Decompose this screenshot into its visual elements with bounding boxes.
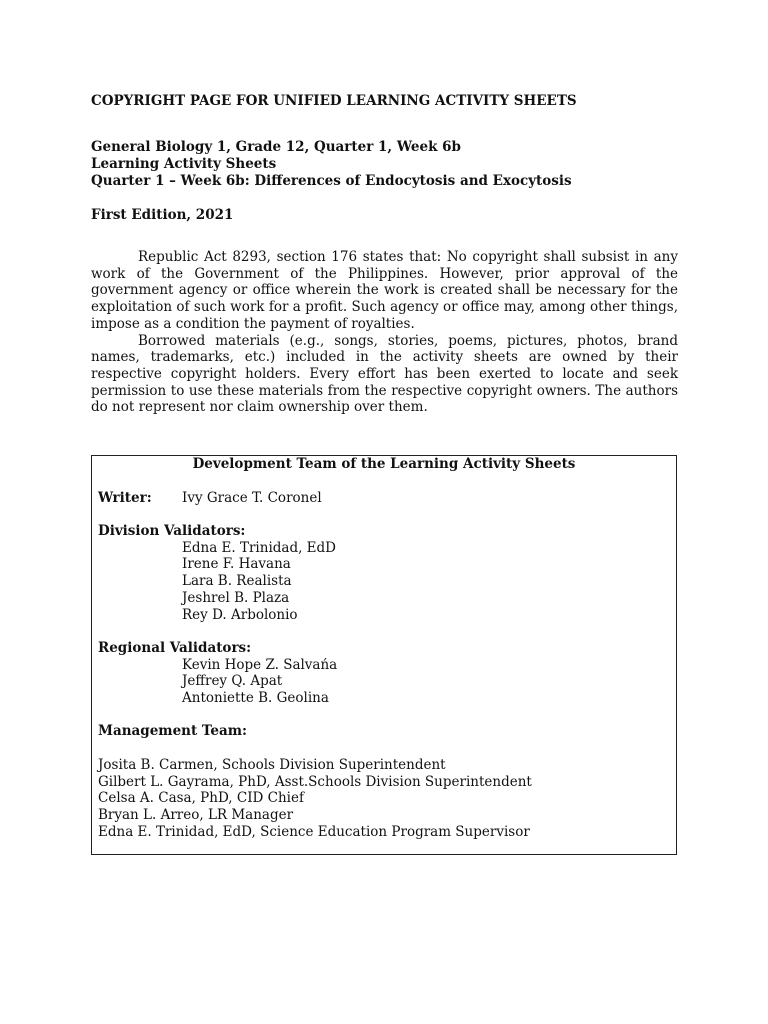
copyright-page (91, 93, 678, 416)
page-title: COPYRIGHT PAGE FOR UNIFIED LEARNING ACTIVITY SHEETS (91, 93, 577, 109)
publication-info (91, 139, 678, 190)
regional-validator-name: Jeffrey Q. Apat (182, 673, 283, 690)
division-validator-name: Rey D. Arbolonio (182, 606, 298, 623)
subject-line: General Biology 1, Grade 12, Quarter 1, Week 6b (91, 139, 461, 155)
division-validator-name: Edna E. Trinidad, EdD (182, 539, 336, 556)
lesson-title-line: Quarter 1 – Week 6b: Differences of Endocytosis and Exocytosis (91, 173, 572, 189)
team-title: Development Team of the Learning Activity Sheets (192, 456, 576, 472)
management-member: Bryan L. Arreo, LR Manager (98, 806, 294, 823)
division-validator-name: Lara B. Realista (182, 573, 292, 590)
division-validator-name: Irene F. Havana (182, 556, 291, 573)
writer-name: Ivy Grace T. Coronel (182, 489, 322, 506)
republic-act-paragraph: Republic Act 8293, section 176 states that: No copyright shall subsist in any work of the Government of the Philippines. However, prior approval of the government agency or office wherein the work is created shall be necessary for the exploitation of such work for a profit. Such agency or office may, among other things, impose as a condition the payment of royalties. (91, 249, 678, 332)
division-validators-label: Division Validators: (98, 523, 246, 540)
division-validator-name: Jeshrel B. Plaza (182, 589, 290, 606)
management-member: Josita B. Carmen, Schools Division Superintendent (98, 756, 446, 773)
management-member: Gilbert L. Gayrama, PhD, Asst.Schools Division Superintendent (98, 773, 532, 790)
regional-validator-name: Antoniette B. Geolina (182, 690, 329, 707)
writer-row (98, 490, 670, 507)
borrowed-materials-paragraph: Borrowed materials (e.g., songs, stories, poems, pictures, photos, brand names, trademarks, etc.) included in the activity sheets are owned by their respective copyright holders. Every effort has been exerted to locate and seek permission to use these materials from the respective copyright owners. The authors do not represent nor claim ownership over them. (91, 332, 678, 416)
management-team-label: Management Team: (98, 723, 248, 740)
regional-validators-label: Regional Validators: (98, 639, 252, 656)
development-team-box (91, 455, 677, 855)
management-member: Edna E. Trinidad, EdD, Science Education Program Supervisor (98, 823, 530, 840)
management-member: Celsa A. Casa, PhD, CID Chief (98, 790, 304, 807)
copyright-notice (91, 249, 678, 416)
writer-label: Writer: (98, 489, 152, 506)
regional-validator-name: Kevin Hope Z. Salvańa (182, 656, 338, 673)
edition-line: First Edition, 2021 (91, 207, 234, 223)
material-type-line: Learning Activity Sheets (91, 156, 277, 172)
